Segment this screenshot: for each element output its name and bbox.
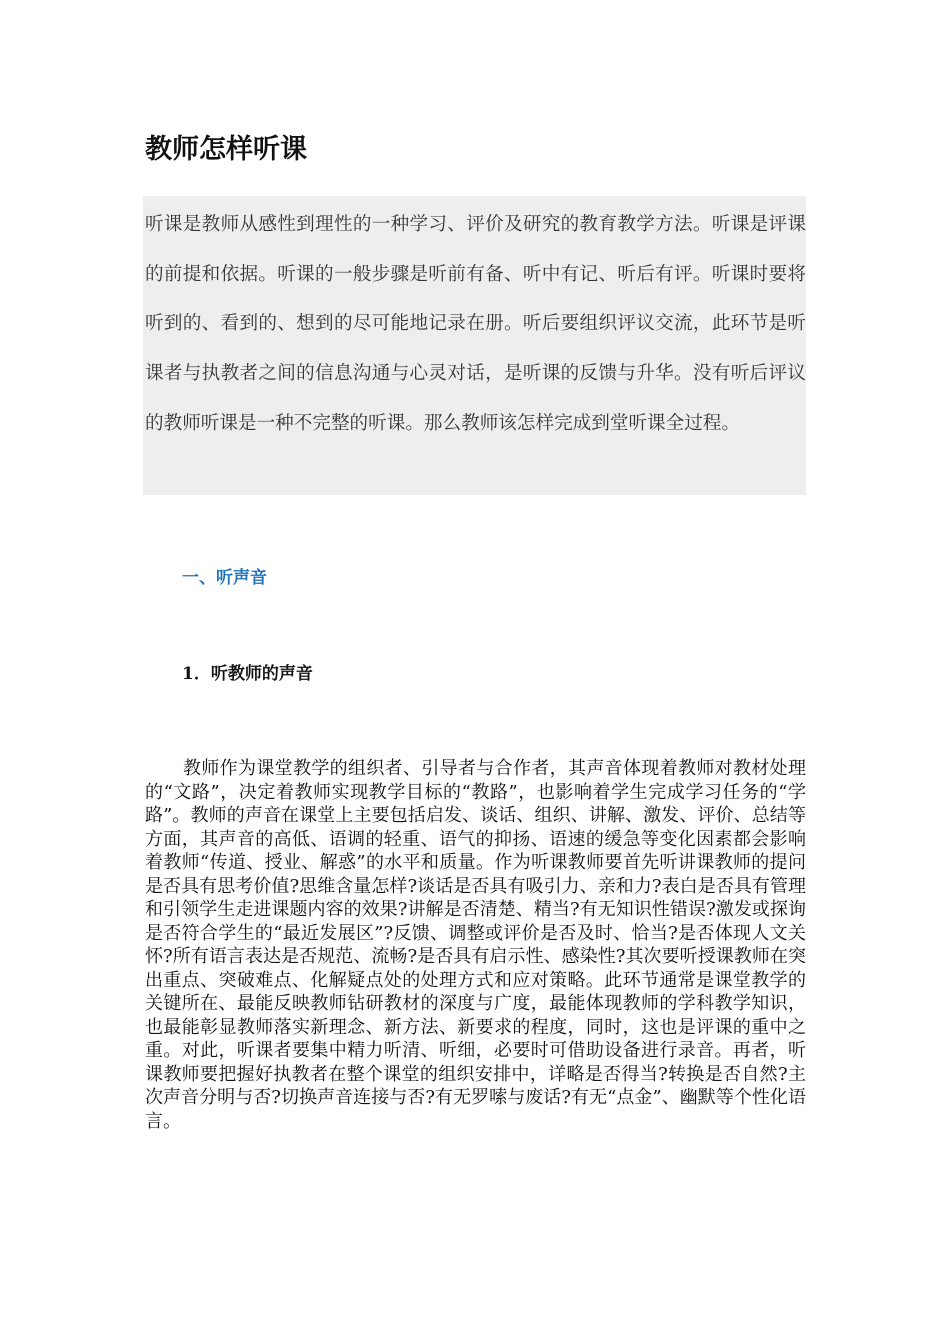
body-paragraph: 教师作为课堂教学的组织者、引导者与合作者，其声音体现着教师对教材处理的“文路”，决定着教师实现教学目标的“教路”，也影响着学生完成学习任务的“学路”。教师的声音在课堂上主要包括启发、谈话、组织、讲解、激发、评价、总结等方面，其声音的高低、语调的轻重、语气的抑扬、语速的缓急等变化因素都会影响着教师“传道、授业、解惑”的水平和质量。作为听课教师要首先听讲课教师的提问是否具有思考价值?思维含量怎样?谈话是否具有吸引力、亲和力?表白是否具有管理和引领学生走进课题内容的效果?讲解是否清楚、精当?有无知识性错误?激发或探询是否符合学生的“最近发展区”?反馈、调整或评价是否及时、恰当?是否体现人文关怀?所有语言表达是否规范、流畅?是否具有启示性、感染性?其次要听授课教师在突出重点、突破难点、化解疑点处的处理方式和应对策略。此环节通常是课堂教学的关键所在、最能反映教师钻研教材的深度与广度，最能体现教师的学科教学知识，也最能彰显教师落实新理念、新方法、新要求的程度，同时，这也是评课的重中之重。对此，听课者要集中精力听清、听细，必要时可借助设备进行录音。再者，听课教师要把握好执教者在整个课堂的组织安排中，详略是否得当?转换是否自然?主次声音分明与否?切换声音连接与否?有无罗嗦与废话?有无“点金”、幽默等个性化语言。 xyxy=(145,758,806,1132)
intro-summary-box xyxy=(143,196,806,495)
document-title: 教师怎样听课 xyxy=(145,134,307,165)
subsection-heading-teacher-voice: 1．听教师的声音 xyxy=(182,664,313,684)
intro-paragraph: 听课是教师从感性到理性的一种学习、评价及研究的教育教学方法。听课是评课的前提和依据。听课的一般步骤是听前有备、听中有记、听后有评。听课时要将听到的、看到的、想到的尽可能地记录在册。听后要组织评议交流，此环节是听课者与执教者之间的信息沟通与心灵对话，是听课的反馈与升华。没有听后评议的教师听课是一种不完整的听课。那么教师该怎样完成到堂听课全过程。 xyxy=(145,214,806,434)
section-heading-listen-sound: 一、听声音 xyxy=(182,568,267,588)
